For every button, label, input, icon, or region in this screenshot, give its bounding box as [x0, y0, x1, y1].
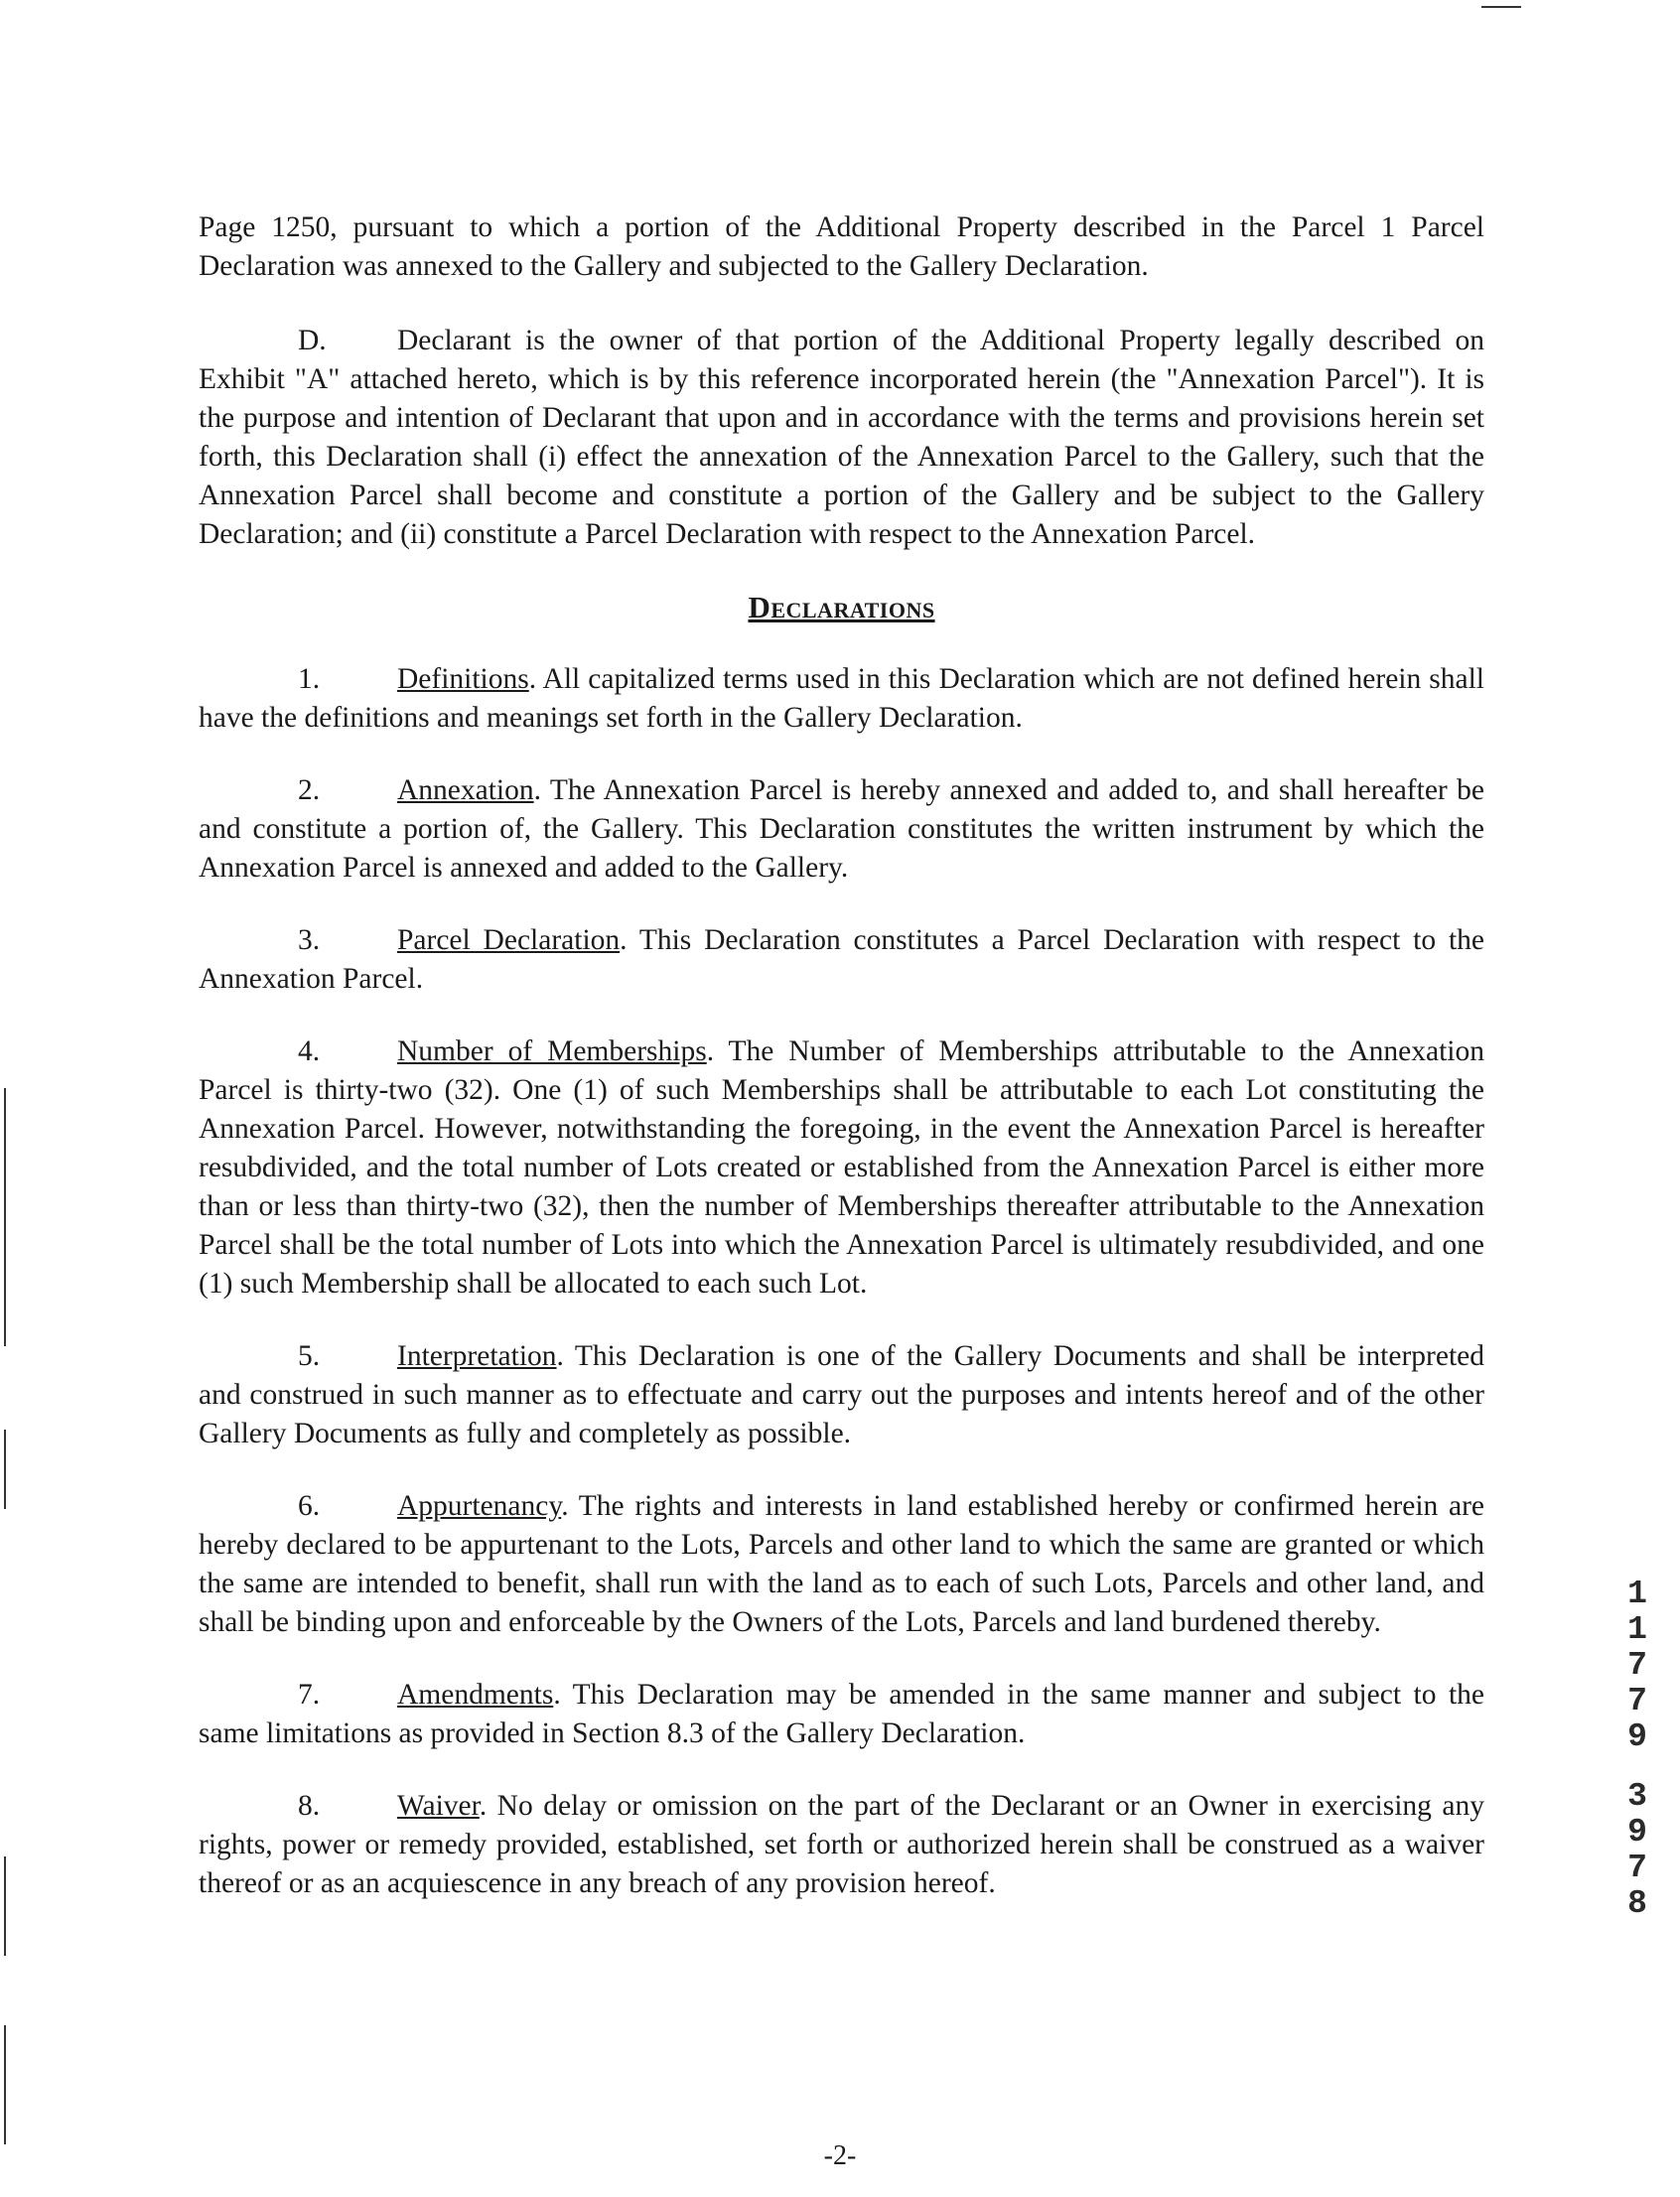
stamp-digit: 3 [1627, 1778, 1647, 1815]
section-text: All capitalized terms used in this Declaration which are not defined herein shall have the definitions and meanings set forth in the Gallery Declaration. [199, 663, 1484, 734]
scan-artifact [1481, 6, 1521, 8]
stamp-digit: 8 [1627, 1885, 1647, 1922]
section-paragraph: 1. Definitions. All capitalized terms used in this Declaration which are not defined herein shall have the definitions and meanings set forth in the Gallery Declaration. [199, 660, 1484, 738]
section-paragraph: 4. Number of Memberships. The Number of Memberships attributable to the Annexation Parcel is thirty-two (32). One (1) of such Memberships shall be attributable to each Lot constituting the Annexation Parcel. However, notwithstanding the foregoing, in the event the Annexation Parcel is hereafter resubdivided, and the total number of Lots created or established from the Annexation Parcel is either more than or less than thirty-two (32), then the number of Memberships thereafter attributable to the Annexation Parcel shall be the total number of Lots into which the Annexation Parcel is ultimately resubdivided, and one (1) such Membership shall be allocated to each such Lot. [199, 1032, 1484, 1304]
section-title: Interpretation [397, 1340, 557, 1372]
section-text: The rights and interests in land established hereby or confirmed herein are hereby declared to be appurtenant to the Lots, Parcels and other land to which the same are granted or which the same are intended to benefit, shall run with the land as to each of such Lots, Parcels and other land, and shall be binding upon and enforceable by the Owners of the Lots, Parcels and land burdened thereby. [199, 1490, 1484, 1638]
section-text: This Declaration is one of the Gallery Documents and shall be interpreted and construed in such manner as to effectuate and carry out the purposes and intents hereof and of the other Gallery Documents as fully and completely as possible. [199, 1340, 1484, 1449]
section-title: Number of Memberships [397, 1035, 707, 1067]
section-title: Definitions [397, 663, 529, 695]
section-title: Parcel Declaration [397, 924, 621, 956]
section-number: 5. [298, 1340, 321, 1372]
section-text: The Annexation Parcel is hereby annexed and added to, and shall hereafter be and constitute a portion of, the Gallery. This Declaration constitutes the written instrument by which the Annexation Parcel is annexed and added to the Gallery. [199, 774, 1484, 884]
scan-artifact [4, 2025, 6, 2144]
declarations-heading: Declarations [748, 590, 935, 624]
document-body [199, 208, 1484, 1937]
section-paragraph: 8. Waiver. No delay or omission on the part of the Declarant or an Owner in exercising any rights, power or remedy provided, established, set forth or authorized herein shall be construed as a waiver thereof or as an acquiescence in any breach of any provision hereof. [199, 1787, 1484, 1903]
section-text: The Number of Memberships attributable to the Annexation Parcel is thirty-two (32). One (1) of such Memberships shall be attributable to each Lot constituting the Annexation Parcel. However, notwithstanding the foregoing, in the event the Annexation Parcel is hereafter resubdivided, and the total number of Lots created or established from the Annexation Parcel is either more than or less than thirty-two (32), then the number of Memberships thereafter attributable to the Annexation Parcel shall be the total number of Lots into which the Annexation Parcel is ultimately resubdivided, and one (1) such Membership shall be allocated to each such Lot. [199, 1035, 1485, 1300]
section-number: 3. [298, 924, 321, 956]
section-number: 2. [298, 774, 321, 806]
stamp-digit: 7 [1627, 1683, 1647, 1719]
section-text: This Declaration may be amended in the same manner and subject to the same limitations as provided in Section 8.3 of the Gallery Declaration. [199, 1679, 1484, 1749]
section-paragraph: 6. Appurtenancy. The rights and interests in land established hereby or confirmed herein are hereby declared to be appurtenant to the Lots, Parcels and other land to which the same are granted or which the same are intended to benefit, shall run with the land as to each of such Lots, Parcels and other land, and shall be binding upon and enforceable by the Owners of the Lots, Parcels and land burdened thereby. [199, 1487, 1484, 1642]
stamp-digit: 7 [1627, 1647, 1647, 1684]
section-title: Amendments [397, 1679, 554, 1711]
scan-artifact [4, 1430, 6, 1509]
scan-artifact [4, 1856, 6, 1956]
stamp-digit: 9 [1627, 1718, 1647, 1755]
page-number: -2- [823, 2140, 857, 2171]
recital-d-text: Declarant is the owner of that portion of the Additional Property legally described on Exhibit "A" attached hereto, which is by this reference incorporated herein (the "Annexation Parcel"). It is the purpose and intention of Declarant that upon and in accordance with the terms and provisions herein set forth, this Declaration shall (i) effect the annexation of the Annexation Parcel to the Gallery, such that the Annexation Parcel shall become and constitute a portion of the Gallery and be subject to the Gallery Declaration; and (ii) constitute a Parcel Declaration with respect to the Annexation Parcel. [199, 325, 1484, 550]
section-text: This Declaration constitutes a Parcel Declaration with respect to the Annexation Parcel. [199, 924, 1484, 995]
section-paragraph: 3. Parcel Declaration. This Declaration constitutes a Parcel Declaration with respect to the Annexation Parcel. [199, 921, 1484, 999]
continuation-paragraph: Page 1250, pursuant to which a portion of the Additional Property described in the Parcel 1 Parcel Declaration was annexed to the Gallery and subjected to the Gallery Declaration. [199, 211, 1484, 282]
section-paragraph: 2. Annexation. The Annexation Parcel is hereby annexed and added to, and shall hereafter be and constitute a portion of, the Gallery. This Declaration constitutes the written instrument by which the Annexation Parcel is annexed and added to the Gallery. [199, 771, 1484, 888]
section-paragraph: 5. Interpretation. This Declaration is one of the Gallery Documents and shall be interpreted and construed in such manner as to effectuate and carry out the purposes and intents hereof and of the other Gallery Documents as fully and completely as possible. [199, 1337, 1484, 1453]
stamp-digit: 1 [1627, 1611, 1647, 1648]
scan-artifact [4, 1088, 6, 1346]
section-number: 4. [298, 1035, 321, 1067]
stamp-digit: 9 [1627, 1814, 1647, 1851]
recital-d-paragraph [199, 322, 1484, 554]
stamp-digit: 7 [1627, 1850, 1647, 1886]
section-number: 8. [298, 1790, 321, 1822]
section-title: Appurtenancy [397, 1490, 562, 1522]
section-number: 6. [298, 1490, 321, 1522]
section-text: No delay or omission on the part of the Declarant or an Owner in exercising any rights, power or remedy provided, established, set forth or authorized herein shall be construed as a waiver thereof or as an acquiescence in any breach of any provision hereof. [199, 1790, 1484, 1899]
section-paragraph: 7. Amendments. This Declaration may be amended in the same manner and subject to the same limitations as provided in Section 8.3 of the Gallery Declaration. [199, 1676, 1484, 1753]
section-number: 7. [298, 1679, 321, 1711]
recording-stamp [1622, 1577, 1652, 1922]
recital-d-label: D. [298, 325, 327, 356]
section-number: 1. [298, 663, 321, 695]
section-title: Waiver [397, 1790, 480, 1822]
section-title: Annexation [397, 774, 534, 806]
stamp-digit: 1 [1627, 1576, 1647, 1612]
